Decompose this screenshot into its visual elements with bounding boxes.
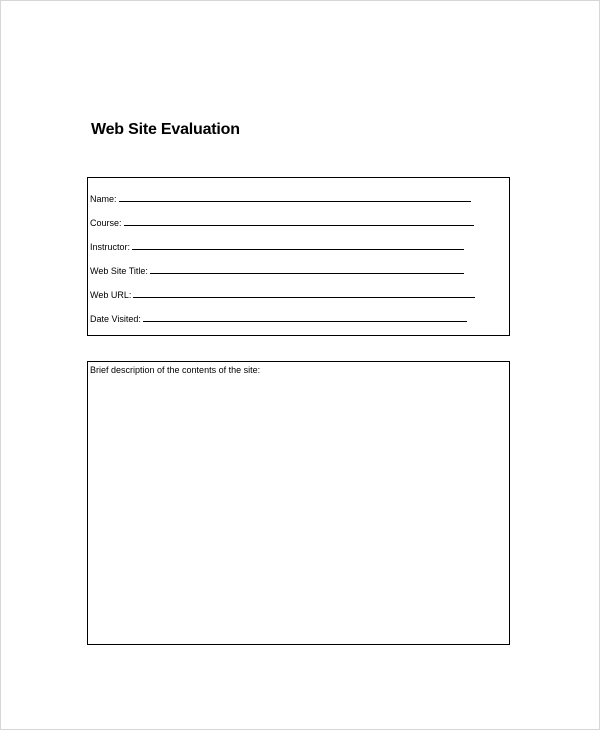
date-visited-blank-line[interactable] [143, 321, 467, 322]
date-visited-field [90, 310, 467, 324]
web-site-title-field [90, 262, 464, 276]
name-field [90, 190, 471, 204]
name-label: Name: [90, 194, 117, 204]
instructor-field [90, 238, 464, 252]
web-url-field [90, 286, 475, 300]
web-url-label: Web URL: [90, 290, 132, 300]
name-blank-line[interactable] [119, 201, 471, 202]
web-site-title-label: Web Site Title: [90, 266, 148, 276]
document-title: Web Site Evaluation [91, 121, 240, 138]
course-blank-line[interactable] [124, 225, 474, 226]
description-label: Brief description of the contents of the site: [90, 365, 261, 375]
course-label: Course: [90, 218, 122, 228]
web-url-blank-line[interactable] [133, 297, 475, 298]
date-visited-label: Date Visited: [90, 314, 141, 324]
info-fields-box [87, 177, 510, 336]
web-site-title-blank-line[interactable] [150, 273, 464, 274]
instructor-blank-line[interactable] [132, 249, 464, 250]
instructor-label: Instructor: [90, 242, 131, 252]
course-field [90, 214, 474, 228]
description-box[interactable] [87, 361, 510, 645]
